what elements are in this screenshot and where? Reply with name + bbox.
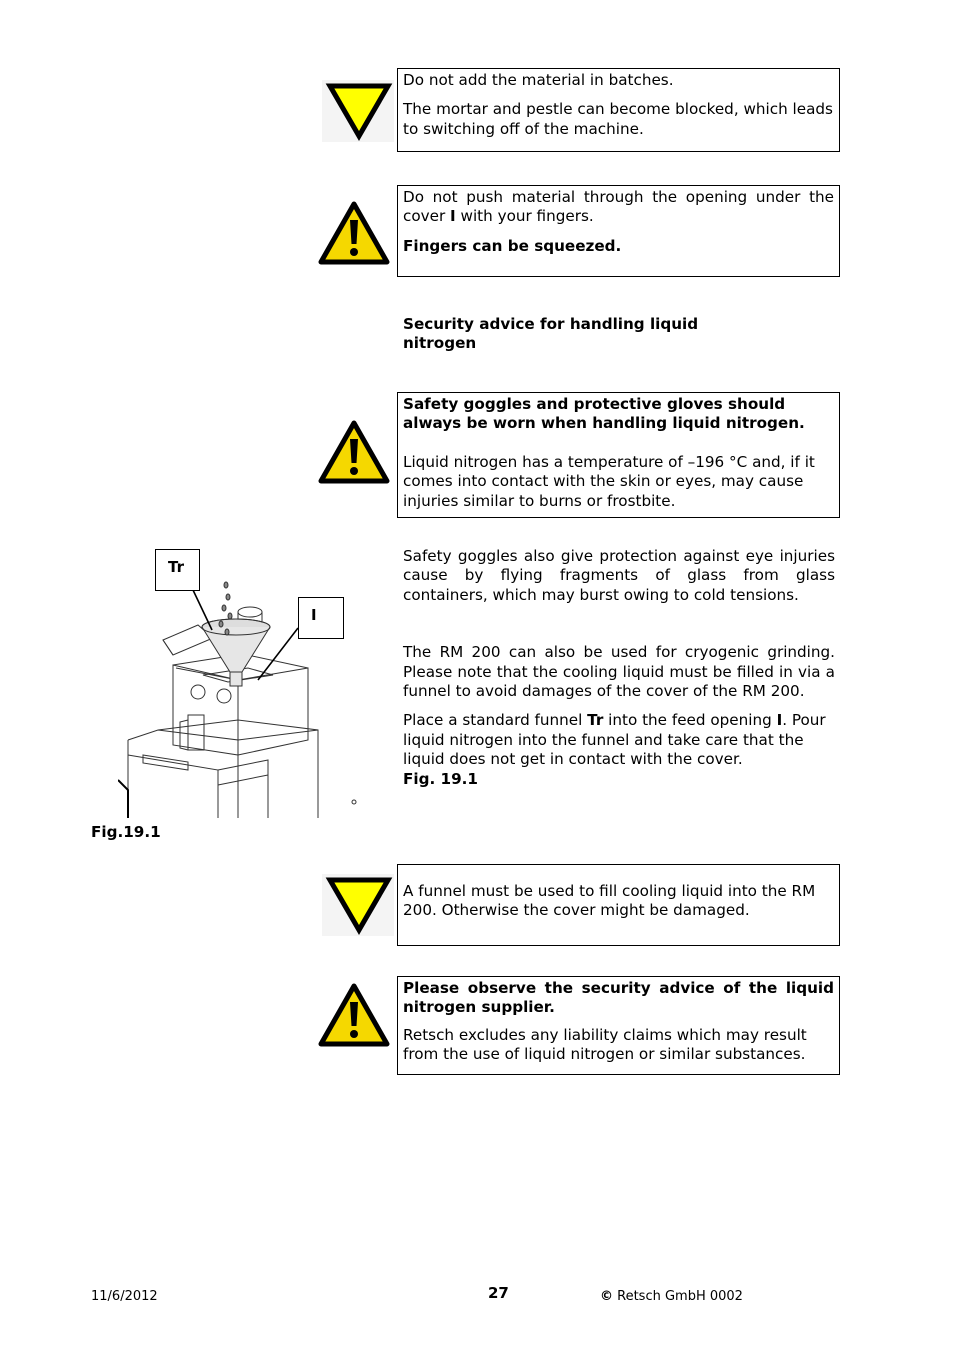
body-text	[403, 547, 835, 799]
label-i: I	[298, 597, 344, 639]
figure-caption: Fig.19.1	[91, 823, 161, 841]
warning-bold-text: Safety goggles and protective gloves should always be worn when handling liquid nitrogen.	[403, 395, 805, 433]
warning-text: The mortar and pestle can become blocked, which leads to switching off of the machine.	[403, 100, 833, 138]
footer-date: 11/6/2012	[91, 1289, 158, 1304]
warning-exclamation-icon	[318, 982, 390, 1048]
label-tr: Tr	[155, 549, 200, 591]
paragraph: Place a standard funnel Tr into the feed opening I. Pour liquid nitrogen into the funnel and take care that the liquid does not get in contact with the cover. Fig. 19.1	[403, 711, 826, 788]
section-heading: Security advice for handling liquid nitrogen	[403, 315, 699, 353]
warning-text: Do not push material through the opening under the cover I with your fingers.	[403, 188, 834, 226]
warning-text: Liquid nitrogen has a temperature of –196 °C and, if it comes into contact with the skin or eyes, may cause injuries similar to burns or frostbite.	[403, 452, 815, 510]
warning-bold-text: Fingers can be squeezed.	[403, 236, 622, 255]
paragraph: Safety goggles also give protection against eye injuries cause by flying fragments of glass from glass containers, which may burst owing to cold tensions.	[403, 547, 835, 604]
warning-text: Do not add the material in batches.	[403, 71, 674, 89]
caution-icon	[322, 874, 394, 936]
warning-text: Retsch excludes any liability claims which may result from the use of liquid nitrogen or similar substances.	[403, 1025, 807, 1064]
warning-text: A funnel must be used to fill cooling liquid into the RM 200. Otherwise the cover might be damaged.	[403, 882, 816, 920]
footer-page-number: 27	[488, 1284, 509, 1302]
paragraph: The RM 200 can also be used for cryogenic grinding. Please note that the cooling liquid must be filled in via a funnel to avoid damages of the cover of the RM 200.	[403, 643, 835, 701]
copyright-symbol: ©	[600, 1289, 613, 1304]
warning-box-funnel	[397, 864, 840, 946]
warning-bold-text: Please observe the security advice of the liquid nitrogen supplier.	[403, 979, 834, 1017]
warning-box-supplier	[397, 976, 840, 1075]
footer-copyright: © Retsch GmbH 0002	[600, 1289, 743, 1304]
figure-reference: Fig. 19.1	[403, 769, 478, 788]
